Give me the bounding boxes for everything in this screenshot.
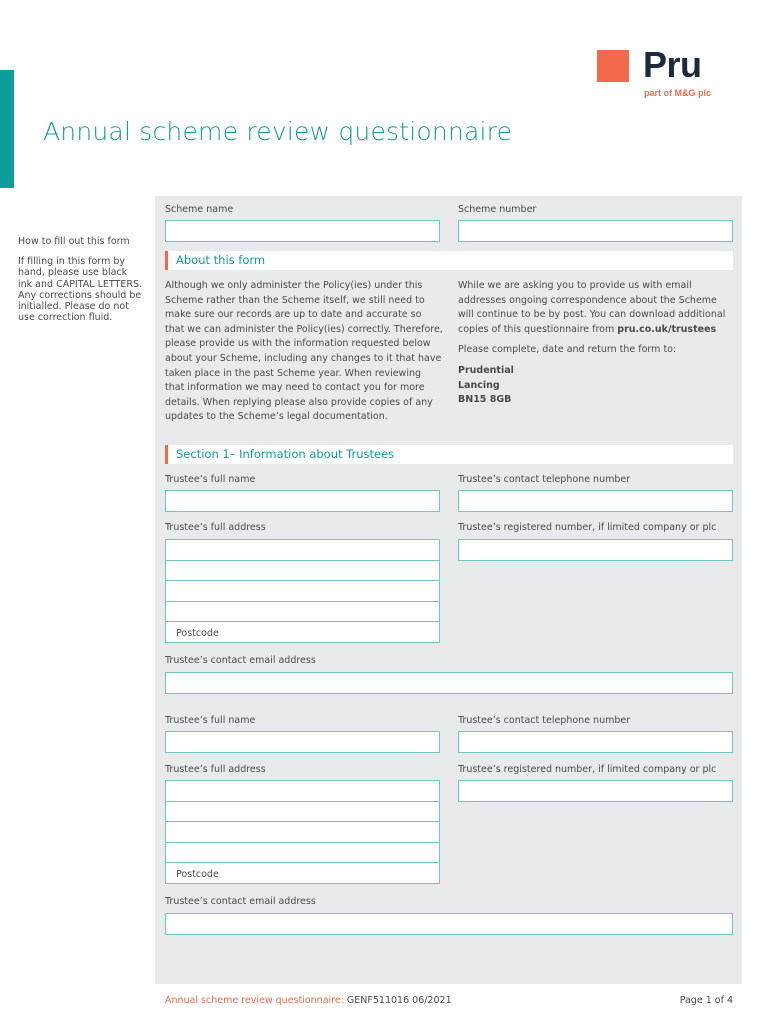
page-title: Annual scheme review questionnaire (43, 117, 513, 146)
scheme-number-input[interactable] (458, 220, 733, 242)
trustee1-phone-label: Trustee’s contact telephone number (458, 474, 631, 485)
return-address-line: Lancing (458, 379, 500, 391)
trustee1-registered-label: Trustee’s registered number, if limited company or plc (458, 522, 717, 533)
about-right-block (458, 279, 733, 408)
trustee2-phone-input[interactable] (458, 731, 733, 753)
trustee2-address-label: Trustee’s full address (165, 764, 266, 775)
trustee2-name-input[interactable] (165, 731, 440, 753)
footer-doc-code: GENF511016 06/2021 (343, 995, 452, 1006)
trustee2-name-label: Trustee’s full name (165, 715, 256, 726)
trustee2-registered-label: Trustee’s registered number, if limited company or plc (458, 764, 717, 775)
instructions-text: If filling in this form by hand, please use black ink and CAPITAL LETTERS. Any corrections should be initialled. Please do not use correction fluid. (18, 256, 143, 324)
instructions-heading: How to fill out this form (18, 236, 130, 247)
about-heading: About this form (176, 253, 266, 267)
logo-wordmark: Pru (643, 44, 702, 85)
trustee1-name-input[interactable] (165, 490, 440, 512)
trustee2-phone-label: Trustee’s contact telephone number (458, 715, 631, 726)
footer-doc-ref (165, 995, 452, 1006)
trustee2-email-label: Trustee’s contact email address (165, 896, 316, 907)
logo-square-icon (597, 50, 629, 82)
about-right-text: While we are asking you to provide us with email addresses ongoing correspondence about the Scheme will continue to be by post. You can download additional copies of this questionnaire from pru.co.uk/trustees (458, 280, 726, 335)
logo-tagline: part of M&G plc (644, 88, 711, 98)
footer-doc-title: Annual scheme review questionnaire: (165, 995, 344, 1006)
section1-heading: Section 1– Information about Trustees (176, 447, 395, 461)
return-address-line: Prudential (458, 364, 514, 376)
pru-logo (597, 44, 727, 100)
left-accent-bar (0, 70, 14, 188)
scheme-number-label: Scheme number (458, 204, 537, 215)
return-address (458, 364, 733, 408)
trustee1-registered-input[interactable] (458, 539, 733, 561)
return-instruction: Please complete, date and return the form to: (458, 344, 677, 356)
trustee1-name-label: Trustee’s full name (165, 474, 256, 485)
section1-header (165, 445, 733, 464)
about-section-header (165, 251, 733, 270)
trustee1-email-label: Trustee’s contact email address (165, 655, 316, 666)
return-address-line: BN15 8GB (458, 394, 512, 406)
about-left-text: Although we only administer the Policy(ies) under this Scheme rather than the Scheme itself, we still need to make sure our records are up to date and accurate so that we can administer the Policy(ies) correctly. Therefore, please provide us with the information requested below about your Scheme, including any changes to it that have taken place in the past Scheme year. When reviewing that information we may need to contact you for more details. When replying please also provide copies of any updates to the Scheme’s legal documentation. (165, 280, 443, 423)
trustee2-registered-input[interactable] (458, 780, 733, 802)
scheme-name-label: Scheme name (165, 204, 234, 215)
trustee1-postcode-label: Postcode (176, 628, 219, 639)
instructions-sidebar (18, 236, 142, 323)
trustees-link[interactable]: pru.co.uk/trustees (617, 323, 717, 335)
scheme-name-input[interactable] (165, 220, 440, 242)
trustee1-email-input[interactable] (165, 672, 733, 694)
trustee2-email-input[interactable] (165, 913, 733, 935)
footer-page-number: Page 1 of 4 (679, 995, 733, 1006)
trustee1-address-label: Trustee’s full address (165, 522, 266, 533)
trustee1-address-input[interactable] (165, 539, 440, 643)
trustee1-phone-input[interactable] (458, 490, 733, 512)
trustee2-postcode-label: Postcode (176, 869, 219, 880)
trustee2-address-input[interactable] (165, 780, 440, 884)
